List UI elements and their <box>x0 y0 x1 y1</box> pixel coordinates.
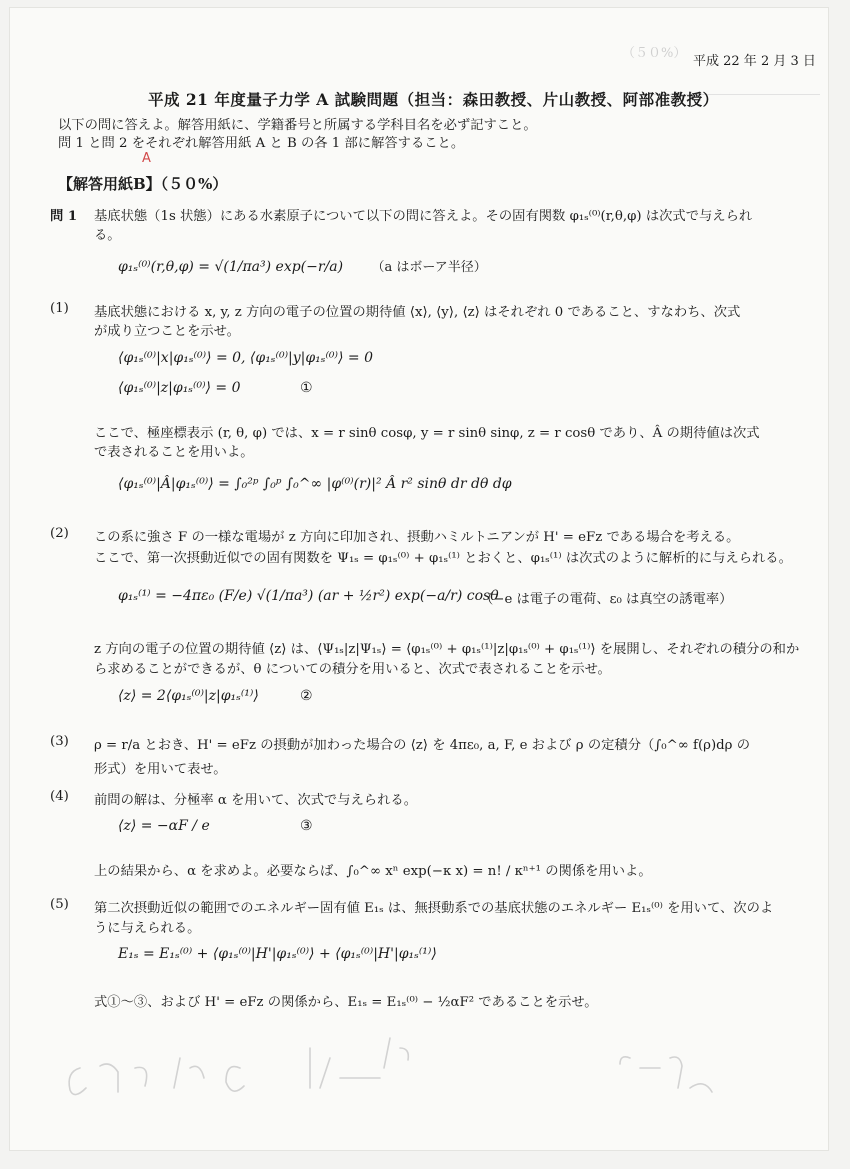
p5-line-3: 式①〜③、および H' = eFz の関係から、E₁ₛ = E₁ₛ⁽⁰⁾ − ½αF² であることを示せ。 <box>94 995 598 1010</box>
p1-num: (1) <box>50 301 69 316</box>
bleed-through-mark: （５０%） <box>622 46 687 61</box>
p5-line-2: うに与えられる。 <box>94 921 201 936</box>
p5-line-1: 第二次摂動近似の範囲でのエネルギー固有値 E₁ₛ は、無摂動系での基底状態のエネルギー E₁ₛ⁽⁰⁾ を用いて、次のよ <box>94 901 774 916</box>
p2-line-2: ここで、第一次摂動近似での固有関数を Ψ₁ₛ = φ₁ₛ⁽⁰⁾ + φ₁ₛ⁽¹⁾ とおくと、φ₁ₛ⁽¹⁾ は次式のように解析的に与えられる。 <box>94 551 792 566</box>
q1-equation-body: φ₁ₛ⁽⁰⁾(r,θ,φ) = √(1/πa³) exp(−r/a) <box>118 259 344 275</box>
q1-label: 問 1 <box>50 209 78 224</box>
q1-text-2: る。 <box>94 228 121 243</box>
p2-line-3: z 方向の電子の位置の期待値 ⟨z⟩ は、⟨Ψ₁ₛ|z|Ψ₁ₛ⟩ = ⟨φ₁ₛ⁽⁰⁾ + φ₁ₛ⁽¹⁾|z|φ₁ₛ⁽⁰⁾ + φ₁ₛ⁽¹⁾⟩ を展開し、それぞれの積分の和か <box>94 642 800 657</box>
p3-line-1: ρ = r/a とおき、H' = eFz の摂動が加わった場合の ⟨z⟩ を 4πε₀, a, F, e および ρ の定積分（∫₀^∞ f(ρ)dρ の <box>94 738 750 753</box>
p4-line-2: 上の結果から、α を求めよ。必要ならば、∫₀^∞ xⁿ exp(−κ x) = n! / κⁿ⁺¹ の関係を用いよ。 <box>94 864 652 879</box>
intro-line-2: 問 1 と問 2 をそれぞれ解答用紙 A と B の各 1 部に解答すること。 <box>58 136 465 151</box>
pencil-scribbles <box>40 1028 800 1138</box>
answer-sheet-heading: 【解答用紙B】（５０%） <box>58 175 228 193</box>
p1-line-4: で表されることを用いよ。 <box>94 445 254 460</box>
p5-eq-1: E₁ₛ = E₁ₛ⁽⁰⁾ + ⟨φ₁ₛ⁽⁰⁾|H'|φ₁ₛ⁽⁰⁾⟩ + ⟨φ₁ₛ⁽⁰⁾|H'|φ₁ₛ⁽¹⁾⟩ <box>118 946 437 962</box>
p4-eq-1-tag: ③ <box>300 818 313 834</box>
exam-title: 平成 21 年度量子力学 A 試験問題（担当：森田教授、片山教授、阿部准教授） <box>148 90 719 109</box>
q1-equation-note: （a はボーア半径） <box>371 260 487 275</box>
p4-num: (4) <box>50 789 69 804</box>
p1-eq-1: ⟨φ₁ₛ⁽⁰⁾|x|φ₁ₛ⁽⁰⁾⟩ = 0, ⟨φ₁ₛ⁽⁰⁾|y|φ₁ₛ⁽⁰⁾⟩ = 0 <box>118 350 373 366</box>
intro-line-1: 以下の問に答えよ。解答用紙に、学籍番号と所属する学科目名を必ず記すこと。 <box>58 118 537 133</box>
p1-line-2: が成り立つことを示せ。 <box>94 324 240 339</box>
q1-equation <box>118 256 487 275</box>
p1-eq-2: ⟨φ₁ₛ⁽⁰⁾|z|φ₁ₛ⁽⁰⁾⟩ = 0 <box>118 380 241 396</box>
p2-eq-2-tag: ② <box>300 688 313 704</box>
p2-line-4: ら求めることができるが、θ についての積分を用いると、次式で表されることを示せ。 <box>94 662 611 677</box>
q1-text-1: 基底状態（1s 状態）にある水素原子について以下の問に答えよ。その固有関数 φ₁ₛ⁽⁰⁾(r,θ,φ) は次式で与えられ <box>94 209 753 224</box>
p3-num: (3) <box>50 734 69 749</box>
p1-line-3: ここで、極座標表示 (r, θ, φ) では、x = r sinθ cosφ, y = r sinθ sinφ, z = r cosθ であり、Â の期待値は次式 <box>94 426 760 441</box>
p2-num: (2) <box>50 526 69 541</box>
p2-eq-2: ⟨z⟩ = 2⟨φ₁ₛ⁽⁰⁾|z|φ₁ₛ⁽¹⁾⟩ <box>118 688 259 704</box>
p1-line-1: 基底状態における x, y, z 方向の電子の位置の期待値 ⟨x⟩, ⟨y⟩, ⟨z⟩ はそれぞれ 0 であること、すなわち、次式 <box>94 305 741 320</box>
p2-eq-1-note: （−e は電子の電荷、ε₀ は真空の誘電率） <box>480 592 733 607</box>
p4-eq-1: ⟨z⟩ = −αF / e <box>118 818 210 834</box>
exam-page <box>10 8 828 1150</box>
p1-eq-2-tag: ① <box>300 380 313 396</box>
p5-num: (5) <box>50 897 69 912</box>
p4-line-1: 前問の解は、分極率 α を用いて、次式で与えられる。 <box>94 793 417 808</box>
p3-line-2: 形式）を用いて表せ。 <box>94 762 227 777</box>
p1-eq-3: ⟨φ₁ₛ⁽⁰⁾|Â|φ₁ₛ⁽⁰⁾⟩ = ∫₀²ᵖ ∫₀ᵖ ∫₀^∞ |φ⁽⁰⁾(r)|² Â r² sinθ dr dθ dφ <box>118 476 512 492</box>
exam-date: 平成 22 年 2 月 3 日 <box>693 54 816 69</box>
handwritten-correction: A <box>142 151 151 166</box>
p2-eq-1: φ₁ₛ⁽¹⁾ = −4πε₀ (F/e) √(1/πa³) (ar + ½r²) exp(−a/r) cosθ <box>118 588 499 604</box>
p2-line-1: この系に強さ F の一様な電場が z 方向に印加され、摂動ハミルトニアンが H' = eFz である場合を考える。 <box>94 530 740 545</box>
